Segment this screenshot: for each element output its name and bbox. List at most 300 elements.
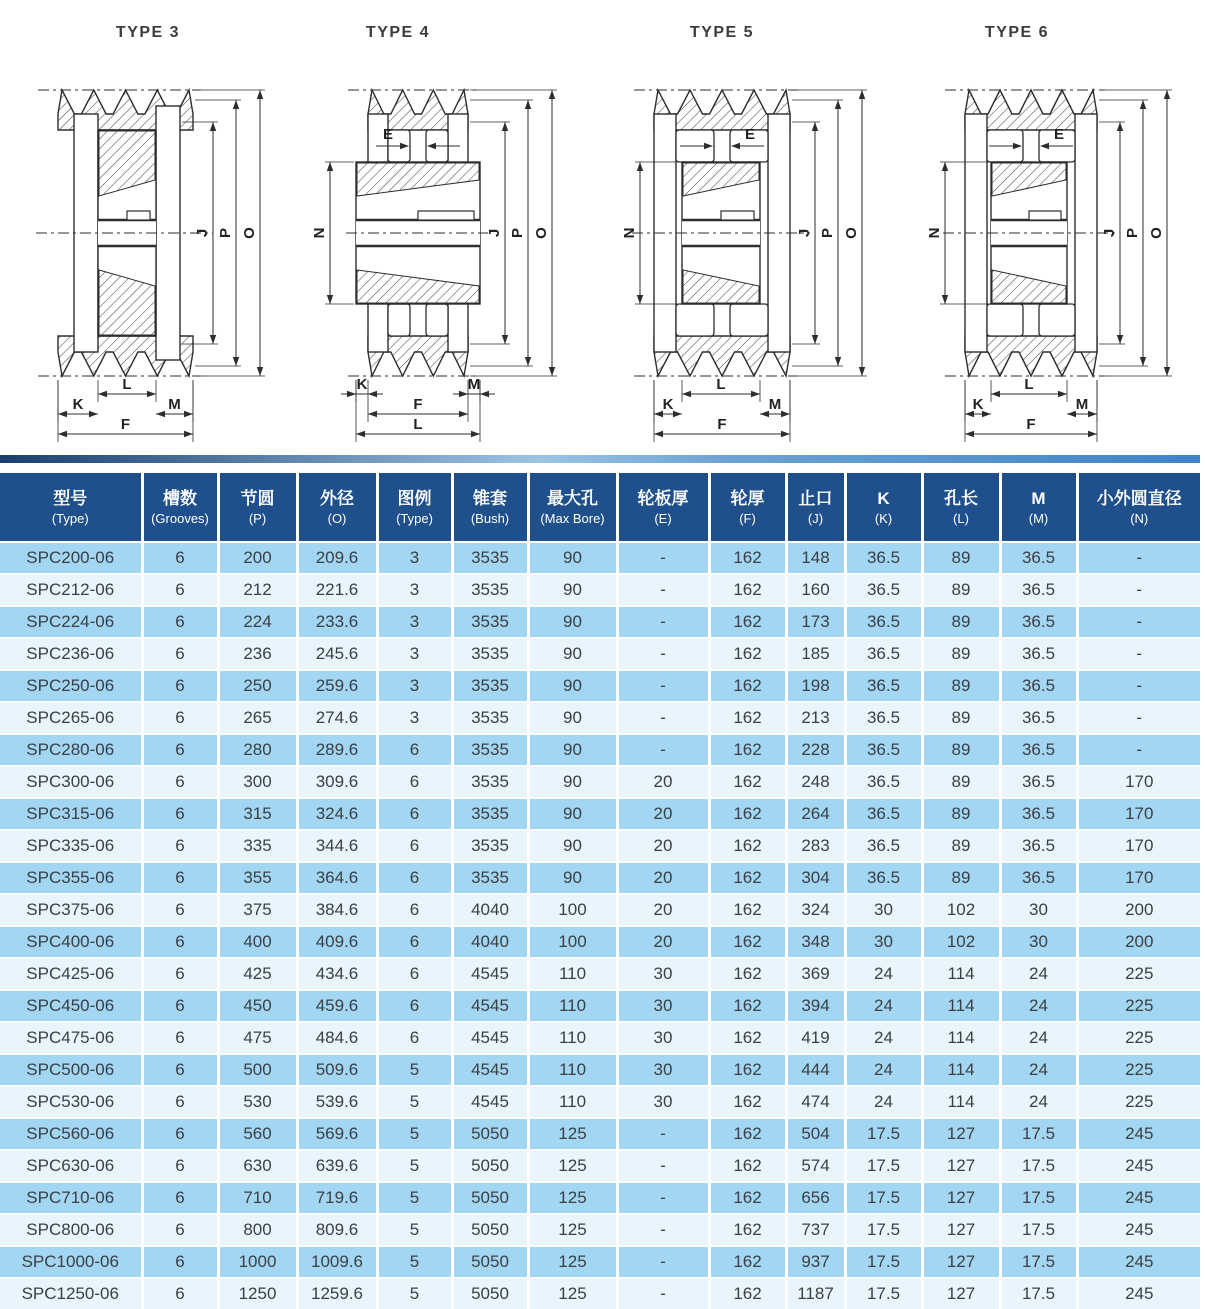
col-header-10 bbox=[845, 473, 922, 542]
col-header-cn: 槽数 bbox=[163, 488, 197, 508]
model-cell: SPC300-06 bbox=[0, 766, 142, 798]
value-cell: 36.5 bbox=[845, 670, 922, 702]
value-cell: 225 bbox=[1077, 1086, 1200, 1118]
value-cell: 5050 bbox=[452, 1214, 528, 1246]
value-cell: 6 bbox=[142, 990, 218, 1022]
value-cell: 17.5 bbox=[845, 1182, 922, 1214]
value-cell: 89 bbox=[922, 606, 1000, 638]
col-header-en: (N) bbox=[1130, 510, 1149, 526]
value-cell: 6 bbox=[377, 1022, 452, 1054]
value-cell: 4040 bbox=[452, 894, 528, 926]
value-cell: 90 bbox=[528, 638, 617, 670]
value-cell: 162 bbox=[709, 1214, 786, 1246]
dim-label-p: P bbox=[819, 227, 836, 239]
value-cell: 162 bbox=[709, 1246, 786, 1278]
value-cell: 170 bbox=[1077, 830, 1200, 862]
dim-label-o: O bbox=[843, 227, 860, 239]
model-cell: SPC224-06 bbox=[0, 606, 142, 638]
col-header-cn: 轮厚 bbox=[730, 488, 765, 508]
value-cell: 162 bbox=[709, 1118, 786, 1150]
table-row bbox=[0, 1054, 1200, 1086]
value-cell: 539.6 bbox=[297, 1086, 377, 1118]
model-cell: SPC530-06 bbox=[0, 1086, 142, 1118]
dim-label-l: L bbox=[1024, 376, 1034, 393]
value-cell: 5050 bbox=[452, 1246, 528, 1278]
value-cell: 20 bbox=[617, 862, 709, 894]
value-cell: 162 bbox=[709, 958, 786, 990]
value-cell: 114 bbox=[922, 1022, 1000, 1054]
value-cell: 809.6 bbox=[297, 1214, 377, 1246]
model-cell: SPC355-06 bbox=[0, 862, 142, 894]
value-cell: 24 bbox=[845, 1086, 922, 1118]
value-cell: 324.6 bbox=[297, 798, 377, 830]
value-cell: 6 bbox=[142, 670, 218, 702]
value-cell: 170 bbox=[1077, 862, 1200, 894]
value-cell: 630 bbox=[218, 1150, 297, 1182]
value-cell: 1009.6 bbox=[297, 1246, 377, 1278]
table-row bbox=[0, 1022, 1200, 1054]
col-header-en: (F) bbox=[739, 510, 756, 526]
value-cell: 400 bbox=[218, 926, 297, 958]
value-cell: 162 bbox=[709, 1278, 786, 1309]
value-cell: 24 bbox=[845, 990, 922, 1022]
value-cell: 3 bbox=[377, 574, 452, 606]
value-cell: 127 bbox=[922, 1246, 1000, 1278]
value-cell: 90 bbox=[528, 574, 617, 606]
model-cell: SPC450-06 bbox=[0, 990, 142, 1022]
value-cell: 125 bbox=[528, 1118, 617, 1150]
value-cell: 6 bbox=[142, 1022, 218, 1054]
col-header-cn: 锥套 bbox=[473, 488, 507, 508]
value-cell: 162 bbox=[709, 926, 786, 958]
col-header-en: (Type) bbox=[51, 510, 89, 526]
value-cell: 36.5 bbox=[1000, 830, 1077, 862]
table-row bbox=[0, 606, 1200, 638]
dim-label-j: J bbox=[1101, 228, 1118, 238]
value-cell: 127 bbox=[922, 1150, 1000, 1182]
value-cell: 114 bbox=[922, 1054, 1000, 1086]
value-cell: 114 bbox=[922, 990, 1000, 1022]
value-cell: - bbox=[617, 1214, 709, 1246]
value-cell: 17.5 bbox=[1000, 1278, 1077, 1309]
value-cell: 5050 bbox=[452, 1150, 528, 1182]
value-cell: 30 bbox=[617, 1086, 709, 1118]
value-cell: 3535 bbox=[452, 606, 528, 638]
value-cell: 5 bbox=[377, 1278, 452, 1309]
value-cell: 265 bbox=[218, 702, 297, 734]
value-cell: 17.5 bbox=[845, 1246, 922, 1278]
value-cell: 36.5 bbox=[845, 542, 922, 574]
pulley-cross-section-drawing bbox=[610, 42, 900, 457]
value-cell: 800 bbox=[218, 1214, 297, 1246]
value-cell: 5 bbox=[377, 1214, 452, 1246]
value-cell: 6 bbox=[377, 798, 452, 830]
model-cell: SPC250-06 bbox=[0, 670, 142, 702]
table-row bbox=[0, 830, 1200, 862]
value-cell: 6 bbox=[377, 734, 452, 766]
value-cell: 30 bbox=[617, 1022, 709, 1054]
value-cell: 5050 bbox=[452, 1182, 528, 1214]
pulley-cross-section-drawing bbox=[8, 42, 298, 457]
value-cell: 17.5 bbox=[845, 1214, 922, 1246]
value-cell: 90 bbox=[528, 862, 617, 894]
value-cell: 110 bbox=[528, 1054, 617, 1086]
value-cell: 425 bbox=[218, 958, 297, 990]
value-cell: 6 bbox=[142, 830, 218, 862]
value-cell: 89 bbox=[922, 574, 1000, 606]
value-cell: 6 bbox=[377, 894, 452, 926]
value-cell: 20 bbox=[617, 830, 709, 862]
model-cell: SPC280-06 bbox=[0, 734, 142, 766]
value-cell: 102 bbox=[922, 926, 1000, 958]
pulley-diagram-type-6 bbox=[915, 0, 1205, 455]
col-header-en: (M) bbox=[1028, 510, 1049, 526]
value-cell: 369 bbox=[786, 958, 845, 990]
col-header-cn: 节圆 bbox=[240, 488, 275, 508]
value-cell: 6 bbox=[142, 798, 218, 830]
value-cell: 36.5 bbox=[845, 574, 922, 606]
value-cell: 89 bbox=[922, 542, 1000, 574]
dim-label-o: O bbox=[533, 227, 550, 239]
diagram-title: TYPE 6 bbox=[984, 24, 1050, 41]
value-cell: - bbox=[617, 1118, 709, 1150]
pulley-cross-section-drawing bbox=[915, 42, 1205, 457]
value-cell: 24 bbox=[1000, 958, 1077, 990]
value-cell: 162 bbox=[709, 1086, 786, 1118]
value-cell: 162 bbox=[709, 894, 786, 926]
col-header-7 bbox=[617, 473, 709, 542]
dim-label-o: O bbox=[241, 227, 258, 239]
value-cell: 6 bbox=[377, 830, 452, 862]
value-cell: 6 bbox=[142, 1182, 218, 1214]
value-cell: 245 bbox=[1077, 1182, 1200, 1214]
value-cell: 162 bbox=[709, 702, 786, 734]
value-cell: 36.5 bbox=[1000, 574, 1077, 606]
value-cell: 24 bbox=[845, 1022, 922, 1054]
value-cell: 315 bbox=[218, 798, 297, 830]
value-cell: 280 bbox=[218, 734, 297, 766]
col-header-en: (Max Bore) bbox=[540, 510, 605, 526]
value-cell: 162 bbox=[709, 1182, 786, 1214]
col-header-3 bbox=[297, 473, 377, 542]
value-cell: - bbox=[617, 574, 709, 606]
dim-label-n: N bbox=[926, 227, 943, 239]
value-cell: 90 bbox=[528, 734, 617, 766]
dim-label-m: M bbox=[768, 396, 782, 413]
value-cell: 90 bbox=[528, 830, 617, 862]
value-cell: 17.5 bbox=[1000, 1246, 1077, 1278]
value-cell: 259.6 bbox=[297, 670, 377, 702]
value-cell: 162 bbox=[709, 830, 786, 862]
value-cell: 3535 bbox=[452, 734, 528, 766]
value-cell: 125 bbox=[528, 1246, 617, 1278]
value-cell: 20 bbox=[617, 894, 709, 926]
table-header-row bbox=[0, 473, 1200, 542]
value-cell: 24 bbox=[845, 1054, 922, 1086]
value-cell: 36.5 bbox=[1000, 606, 1077, 638]
model-cell: SPC710-06 bbox=[0, 1182, 142, 1214]
value-cell: 3535 bbox=[452, 638, 528, 670]
table-row bbox=[0, 1086, 1200, 1118]
value-cell: 185 bbox=[786, 638, 845, 670]
table-row bbox=[0, 926, 1200, 958]
value-cell: 30 bbox=[617, 958, 709, 990]
model-cell: SPC236-06 bbox=[0, 638, 142, 670]
model-cell: SPC1000-06 bbox=[0, 1246, 142, 1278]
value-cell: 656 bbox=[786, 1182, 845, 1214]
dim-label-k: K bbox=[72, 396, 84, 413]
value-cell: 5 bbox=[377, 1086, 452, 1118]
value-cell: 1187 bbox=[786, 1278, 845, 1309]
value-cell: 200 bbox=[1077, 894, 1200, 926]
value-cell: 5 bbox=[377, 1246, 452, 1278]
value-cell: 6 bbox=[142, 574, 218, 606]
value-cell: 5050 bbox=[452, 1278, 528, 1309]
col-header-en: (K) bbox=[874, 510, 893, 526]
value-cell: 17.5 bbox=[1000, 1118, 1077, 1150]
value-cell: 245 bbox=[1077, 1278, 1200, 1309]
dim-label-l: L bbox=[413, 416, 423, 433]
value-cell: 30 bbox=[1000, 894, 1077, 926]
value-cell: 419 bbox=[786, 1022, 845, 1054]
dim-label-p: P bbox=[217, 227, 234, 239]
diagram-title: TYPE 3 bbox=[115, 24, 181, 41]
value-cell: 364.6 bbox=[297, 862, 377, 894]
value-cell: 36.5 bbox=[1000, 702, 1077, 734]
dim-label-e: E bbox=[1053, 126, 1065, 143]
value-cell: 5 bbox=[377, 1182, 452, 1214]
model-cell: SPC500-06 bbox=[0, 1054, 142, 1086]
value-cell: 24 bbox=[1000, 1054, 1077, 1086]
value-cell: 100 bbox=[528, 894, 617, 926]
col-header-cn: 型号 bbox=[53, 488, 88, 508]
value-cell: 36.5 bbox=[845, 830, 922, 862]
col-header-cn: 小外圆直径 bbox=[1096, 488, 1182, 508]
value-cell: - bbox=[1077, 542, 1200, 574]
value-cell: 102 bbox=[922, 894, 1000, 926]
value-cell: - bbox=[617, 606, 709, 638]
value-cell: 36.5 bbox=[1000, 798, 1077, 830]
model-cell: SPC400-06 bbox=[0, 926, 142, 958]
value-cell: 89 bbox=[922, 638, 1000, 670]
table-body bbox=[0, 542, 1200, 1309]
table-row bbox=[0, 1278, 1200, 1309]
value-cell: 200 bbox=[1077, 926, 1200, 958]
value-cell: 348 bbox=[786, 926, 845, 958]
model-cell: SPC212-06 bbox=[0, 574, 142, 606]
value-cell: 500 bbox=[218, 1054, 297, 1086]
col-header-4 bbox=[377, 473, 452, 542]
table-row bbox=[0, 1246, 1200, 1278]
value-cell: 509.6 bbox=[297, 1054, 377, 1086]
value-cell: 530 bbox=[218, 1086, 297, 1118]
dim-label-e: E bbox=[382, 126, 394, 143]
value-cell: 30 bbox=[617, 1054, 709, 1086]
value-cell: 3 bbox=[377, 670, 452, 702]
value-cell: 90 bbox=[528, 798, 617, 830]
value-cell: 1000 bbox=[218, 1246, 297, 1278]
value-cell: 162 bbox=[709, 734, 786, 766]
value-cell: 384.6 bbox=[297, 894, 377, 926]
value-cell: 36.5 bbox=[1000, 542, 1077, 574]
value-cell: 125 bbox=[528, 1278, 617, 1309]
value-cell: 90 bbox=[528, 702, 617, 734]
col-header-cn: K bbox=[877, 488, 890, 508]
value-cell: 24 bbox=[1000, 1086, 1077, 1118]
value-cell: 6 bbox=[142, 1278, 218, 1309]
value-cell: - bbox=[1077, 574, 1200, 606]
value-cell: 148 bbox=[786, 542, 845, 574]
table-row bbox=[0, 638, 1200, 670]
pulley-diagram-type-3 bbox=[8, 0, 298, 455]
col-header-9 bbox=[786, 473, 845, 542]
table-row bbox=[0, 734, 1200, 766]
dim-label-p: P bbox=[509, 227, 526, 239]
value-cell: 5050 bbox=[452, 1118, 528, 1150]
value-cell: 20 bbox=[617, 798, 709, 830]
dim-label-m: M bbox=[467, 376, 481, 393]
dim-label-l: L bbox=[716, 376, 726, 393]
value-cell: 90 bbox=[528, 606, 617, 638]
value-cell: 36.5 bbox=[1000, 638, 1077, 670]
value-cell: - bbox=[617, 1182, 709, 1214]
value-cell: - bbox=[617, 670, 709, 702]
value-cell: 173 bbox=[786, 606, 845, 638]
value-cell: 3535 bbox=[452, 574, 528, 606]
value-cell: 30 bbox=[845, 894, 922, 926]
value-cell: 5 bbox=[377, 1054, 452, 1086]
value-cell: 36.5 bbox=[845, 766, 922, 798]
value-cell: 245 bbox=[1077, 1150, 1200, 1182]
value-cell: 89 bbox=[922, 702, 1000, 734]
model-cell: SPC375-06 bbox=[0, 894, 142, 926]
value-cell: 162 bbox=[709, 798, 786, 830]
col-header-cn: 最大孔 bbox=[547, 488, 598, 508]
dim-label-f: F bbox=[1026, 416, 1036, 433]
value-cell: 125 bbox=[528, 1150, 617, 1182]
value-cell: 224 bbox=[218, 606, 297, 638]
dim-label-k: K bbox=[356, 376, 368, 393]
value-cell: 170 bbox=[1077, 766, 1200, 798]
value-cell: 100 bbox=[528, 926, 617, 958]
value-cell: 4040 bbox=[452, 926, 528, 958]
value-cell: 114 bbox=[922, 958, 1000, 990]
value-cell: 355 bbox=[218, 862, 297, 894]
value-cell: - bbox=[617, 542, 709, 574]
value-cell: 162 bbox=[709, 1022, 786, 1054]
value-cell: 90 bbox=[528, 766, 617, 798]
col-header-11 bbox=[922, 473, 1000, 542]
col-header-8 bbox=[709, 473, 786, 542]
dim-label-o: O bbox=[1148, 227, 1165, 239]
value-cell: 110 bbox=[528, 990, 617, 1022]
value-cell: 309.6 bbox=[297, 766, 377, 798]
value-cell: 1250 bbox=[218, 1278, 297, 1309]
value-cell: 3535 bbox=[452, 702, 528, 734]
value-cell: 3535 bbox=[452, 542, 528, 574]
pulley-cross-section-drawing bbox=[300, 42, 590, 457]
value-cell: 434.6 bbox=[297, 958, 377, 990]
value-cell: 200 bbox=[218, 542, 297, 574]
value-cell: 212 bbox=[218, 574, 297, 606]
dim-label-k: K bbox=[972, 396, 984, 413]
value-cell: 89 bbox=[922, 766, 1000, 798]
value-cell: 213 bbox=[786, 702, 845, 734]
model-cell: SPC200-06 bbox=[0, 542, 142, 574]
dim-label-n: N bbox=[621, 227, 638, 239]
value-cell: 324 bbox=[786, 894, 845, 926]
value-cell: - bbox=[1077, 606, 1200, 638]
value-cell: 36.5 bbox=[1000, 734, 1077, 766]
model-cell: SPC315-06 bbox=[0, 798, 142, 830]
value-cell: - bbox=[1077, 638, 1200, 670]
value-cell: 221.6 bbox=[297, 574, 377, 606]
value-cell: 36.5 bbox=[845, 798, 922, 830]
value-cell: 6 bbox=[142, 638, 218, 670]
value-cell: 162 bbox=[709, 990, 786, 1022]
value-cell: 737 bbox=[786, 1214, 845, 1246]
dim-label-l: L bbox=[122, 376, 132, 393]
value-cell: 20 bbox=[617, 766, 709, 798]
value-cell: - bbox=[617, 638, 709, 670]
value-cell: 6 bbox=[377, 958, 452, 990]
value-cell: 127 bbox=[922, 1214, 1000, 1246]
value-cell: 719.6 bbox=[297, 1182, 377, 1214]
col-header-cn: 图例 bbox=[397, 488, 432, 508]
value-cell: 89 bbox=[922, 862, 1000, 894]
table-row bbox=[0, 542, 1200, 574]
value-cell: 274.6 bbox=[297, 702, 377, 734]
value-cell: 459.6 bbox=[297, 990, 377, 1022]
value-cell: 475 bbox=[218, 1022, 297, 1054]
value-cell: 484.6 bbox=[297, 1022, 377, 1054]
value-cell: 6 bbox=[377, 862, 452, 894]
value-cell: - bbox=[617, 1278, 709, 1309]
value-cell: 6 bbox=[377, 766, 452, 798]
value-cell: 1259.6 bbox=[297, 1278, 377, 1309]
col-header-13 bbox=[1077, 473, 1200, 542]
value-cell: 170 bbox=[1077, 798, 1200, 830]
value-cell: 125 bbox=[528, 1182, 617, 1214]
col-header-0 bbox=[0, 473, 142, 542]
col-header-en: (L) bbox=[953, 510, 969, 526]
table-row bbox=[0, 1118, 1200, 1150]
value-cell: 127 bbox=[922, 1182, 1000, 1214]
col-header-en: (O) bbox=[327, 510, 347, 526]
dim-label-m: M bbox=[1075, 396, 1089, 413]
value-cell: 504 bbox=[786, 1118, 845, 1150]
value-cell: 233.6 bbox=[297, 606, 377, 638]
spc-spec-table bbox=[0, 473, 1200, 1309]
value-cell: 6 bbox=[377, 990, 452, 1022]
value-cell: 283 bbox=[786, 830, 845, 862]
value-cell: 110 bbox=[528, 1086, 617, 1118]
value-cell: 36.5 bbox=[1000, 670, 1077, 702]
value-cell: 36.5 bbox=[845, 638, 922, 670]
dim-label-j: J bbox=[486, 228, 503, 238]
value-cell: 162 bbox=[709, 638, 786, 670]
table-row bbox=[0, 798, 1200, 830]
value-cell: 228 bbox=[786, 734, 845, 766]
value-cell: 160 bbox=[786, 574, 845, 606]
value-cell: - bbox=[617, 1150, 709, 1182]
value-cell: - bbox=[617, 702, 709, 734]
col-header-cn: 止口 bbox=[798, 488, 833, 508]
section-divider-bar bbox=[0, 455, 1200, 463]
value-cell: 89 bbox=[922, 798, 1000, 830]
value-cell: 110 bbox=[528, 958, 617, 990]
value-cell: 4545 bbox=[452, 1086, 528, 1118]
